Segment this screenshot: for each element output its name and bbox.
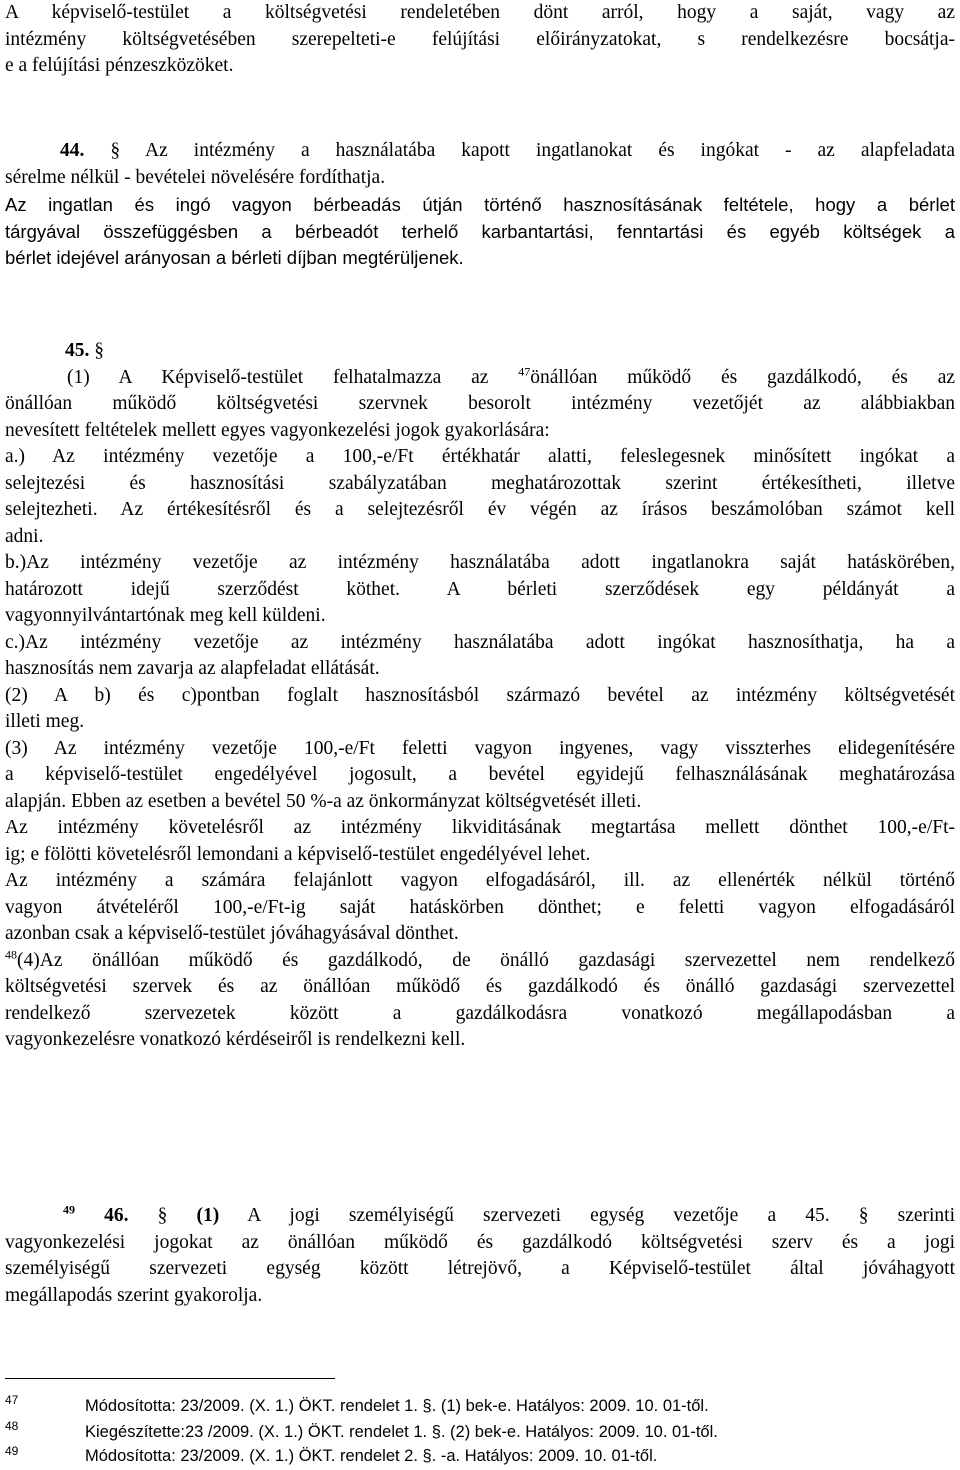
text-line: hasznosítás nem zavarja az alapfeladat ellátását.: [5, 658, 380, 679]
text-line: a.) Az intézmény vezetője a 100,-e/Ft értékhatár alatti, feleslegesnek minősített ingókat a: [5, 446, 955, 467]
text-line: sérelme nélkül - bevételei növelésére fordíthatja.: [5, 166, 386, 188]
text-line: rendelkező szervezetek között a gazdálkodásra vonatkozó megállapodásban a: [5, 1002, 955, 1024]
text-line: (2) A b) és c)pontban foglalt hasznosításból származó bevétel az intézmény költségvetését: [5, 684, 955, 706]
section-number: 46.: [104, 1205, 129, 1226]
text-fragment: (4)Az önállóan működő és gazdálkodó, de önálló gazdasági szervezettel nem rendelkező: [17, 949, 955, 971]
footnote-number: 48: [5, 1419, 19, 1433]
section-44-paragraph: [5, 192, 955, 272]
footnote-number: 49: [5, 1444, 19, 1458]
text-line: A képviselő-testület a költségvetési rendeletében dönt arról, hogy a saját, vagy az: [5, 2, 955, 23]
text-line: a képviselő-testület engedélyével jogosult, a bevétel egyidejű felhasználásának meghatározása: [5, 764, 955, 785]
text-line: selejtezheti. Az értékesítésről és a selejtezésről év végén az írásos beszámolóban számot kell: [5, 499, 955, 520]
text-line: [5, 948, 955, 975]
text-line: vagyonkezelésre vonatkozó kérdéseiről is rendelkezni kell.: [5, 1029, 466, 1050]
text-line: bérlet idejével arányosan a bérleti díjban megtérüljenek.: [5, 247, 464, 268]
text-line: adni.: [5, 525, 44, 547]
section-number: 45.: [65, 340, 90, 361]
text-fragment: önállóan működő és gazdálkodó, és az: [530, 366, 956, 388]
text-line: Az ingatlan és ingó vagyon bérbeadás útján történő hasznosításának feltétele, hogy a bérlet: [5, 194, 955, 215]
section-44: [5, 138, 955, 191]
text-line: vagyonnyilvántartónak meg kell küldeni.: [5, 605, 326, 626]
section-45-heading: [5, 338, 955, 365]
footnote-ref-47: 47: [518, 364, 531, 378]
text-line: személyiségű szervezeti egység között létrejövő, a Képviselő-testület által jóváhagyott: [5, 1258, 955, 1279]
section-sign-icon: §: [858, 1205, 869, 1226]
section-45: [5, 338, 955, 1054]
section-sign-icon: §: [94, 340, 104, 361]
text-fragment: szerinti: [897, 1205, 956, 1226]
footnote-ref-48: 48: [5, 947, 17, 961]
text-line: intézmény költségvetésében szerepelteti-e felújítási előirányzatokat, s rendelkezésre bocsátja-: [5, 28, 955, 50]
text-line: vagyon átvételéről 100,-e/Ft-ig saját hatáskörben dönthet; e feletti vagyon elfogadásáról: [5, 896, 955, 918]
section-sign-icon: §: [110, 140, 121, 161]
text-line: Az intézmény a használatába kapott ingatlanokat és ingókat - az alapfeladata: [145, 140, 955, 161]
text-line: (3) Az intézmény vezetője 100,-e/Ft feletti vagyon ingyenes, vagy visszterhes elidegenítésére: [5, 737, 955, 759]
text-line: selejtezési és hasznosítási szabályzatában meghatározottak szerint értékesítheti, illetve: [5, 472, 955, 494]
text-line: b.)Az intézmény vezetője az intézmény használatába adott ingatlanokra saját hatáskörében,: [5, 552, 955, 573]
section-46: [5, 1203, 955, 1309]
text-line: nevesített feltételek mellett egyes vagyonkezelési jogok gyakorlására:: [5, 419, 550, 441]
text-line: ig; e fölötti követelésről lemondani a képviselő-testület engedélyével lehet.: [5, 843, 591, 865]
text-line: tárgyával összefüggésben a bérbeadót terhelő karbantartási, fenntartási és egyéb költségek a: [5, 220, 955, 242]
text-line: Az intézmény követelésről az intézmény likviditásának megtartása mellett dönthet 100,-e/Ft-: [5, 817, 955, 838]
section-number: 44.: [60, 140, 85, 161]
text-line: önállóan működő költségvetési szervnek besorolt intézmény vezetőjét az alábbiakban: [5, 393, 955, 414]
paragraph-label: (1): [196, 1205, 220, 1226]
text-line: [5, 365, 955, 392]
footnote-text: Kiegészítette:23 /2009. (X. 1.) ÖKT. rendelet 1. §. (2) bek-e. Hatályos: 2009. 10. 01-től.: [85, 1423, 718, 1441]
text-line: illeti meg.: [5, 711, 85, 732]
section-sign-icon: §: [157, 1205, 168, 1226]
footnote-ref-49: 49: [63, 1202, 75, 1217]
footnote-divider: [5, 1378, 335, 1379]
footnote-text: Módosította: 23/2009. (X. 1.) ÖKT. rendelet 1. §. (1) bek-e. Hatályos: 2009. 10. 01-től.: [85, 1397, 709, 1415]
intro-paragraph: [5, 0, 955, 80]
text-line: megállapodás szerint gyakorolja.: [5, 1284, 263, 1306]
footnote-number: 47: [5, 1393, 19, 1407]
text-fragment: (1) A Képviselő-testület felhatalmazza az: [67, 366, 489, 388]
text-line: azonban csak a képviselő-testület jóváhagyásával dönthet.: [5, 923, 459, 944]
text-fragment: A jogi személyiségű szervezeti egység vezetője a 45.: [247, 1205, 830, 1226]
text-line: e a felújítási pénzeszközöket.: [5, 55, 234, 76]
text-line: c.)Az intézmény vezetője az intézmény használatába adott ingókat hasznosíthatja, ha a: [5, 631, 955, 653]
text-line: határozott idejű szerződést köthet. A bérleti szerződések egy példányát a: [5, 578, 955, 600]
text-line: költségvetési szervek és az önállóan működő és gazdálkodó és önálló gazdasági szervezettel: [5, 976, 955, 997]
footnote-text: Módosította: 23/2009. (X. 1.) ÖKT. rendelet 2. §. -a. Hatályos: 2009. 10. 01-től.: [85, 1447, 658, 1465]
section-46-heading-line: [5, 1203, 955, 1230]
section-44-heading-line: [5, 138, 955, 165]
text-line: vagyonkezelési jogokat az önállóan működő és gazdálkodó költségvetési szerv és a jogi: [5, 1231, 955, 1253]
text-line: Az intézmény a számára felajánlott vagyon elfogadásáról, ill. az ellenérték nélkül történő: [5, 870, 955, 891]
text-line: alapján. Ebben az esetben a bevétel 50 %-a az önkormányzat költségvetését illeti.: [5, 790, 642, 812]
